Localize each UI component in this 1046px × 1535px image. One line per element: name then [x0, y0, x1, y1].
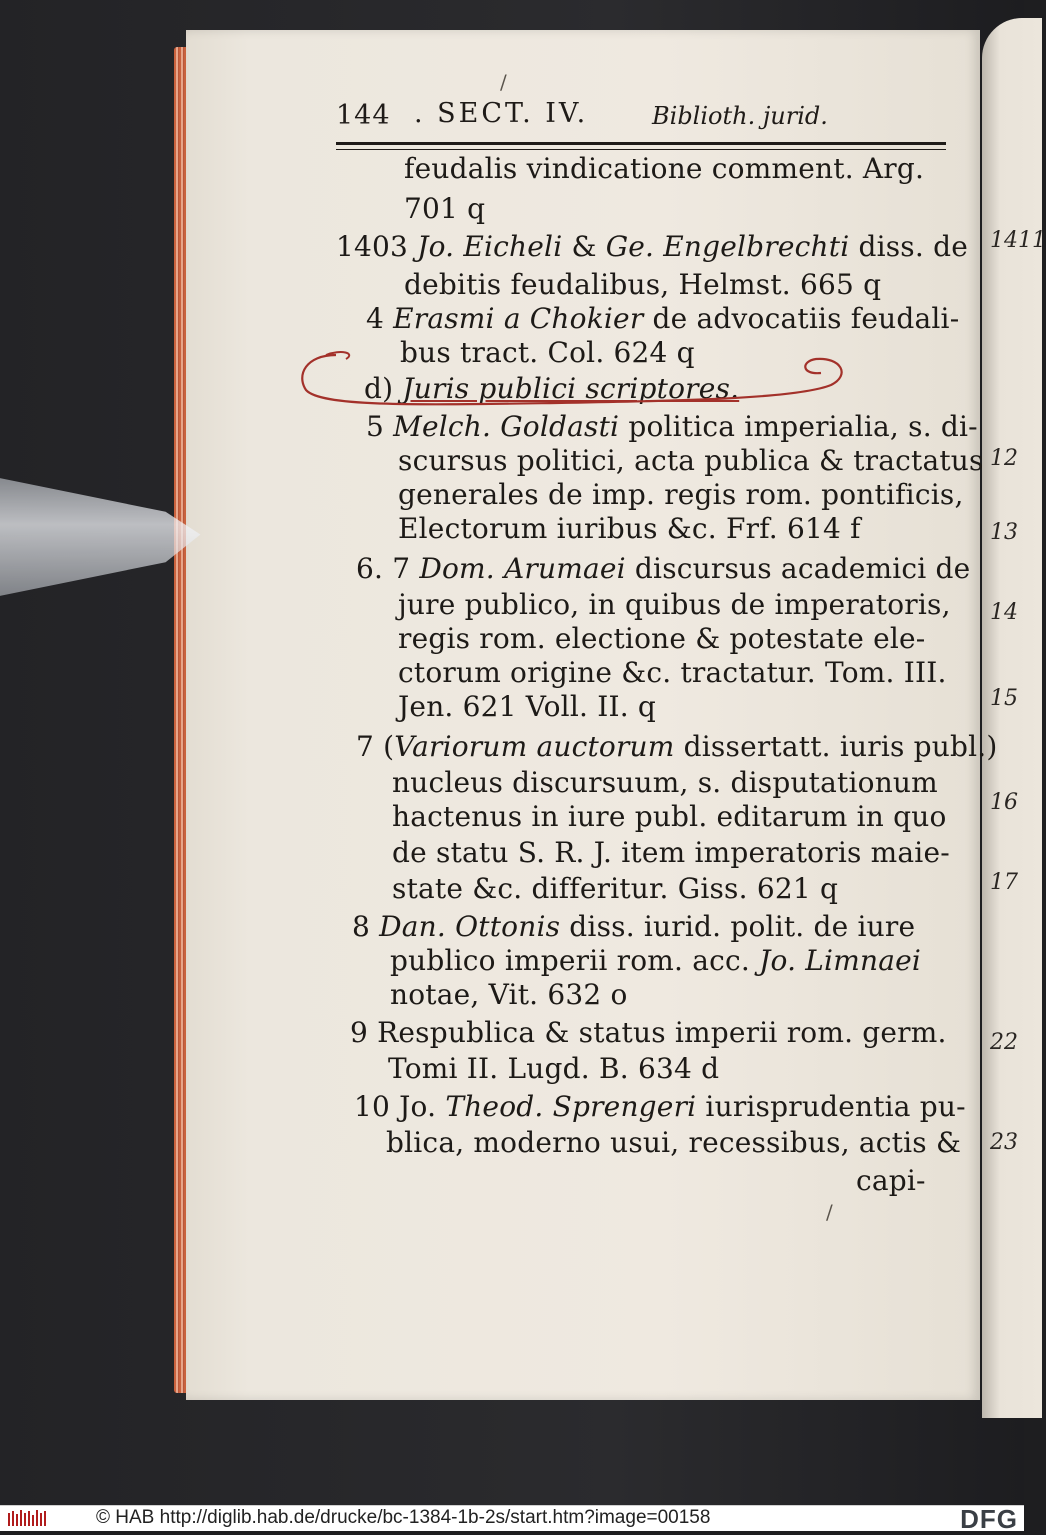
facing-page-text: 14 [990, 600, 1018, 625]
facing-page-text: 22 [990, 1030, 1018, 1055]
text-line: scursus politici, acta publica & tractatus [398, 444, 984, 477]
text-line: 4 Erasmi a Chokier de advocatiis feudali- [366, 302, 960, 335]
copyright-link[interactable]: © HAB http://diglib.hab.de/drucke/bc-1384-1b-2s/start.htm?image=00158 [96, 1507, 711, 1528]
text-line: notae, Vit. 632 o [390, 978, 628, 1011]
viewer-footer [0, 1504, 1024, 1534]
text-line: debitis feudalibus, Helmst. 665 q [404, 268, 882, 301]
text-line: state &c. differitur. Giss. 621 q [392, 872, 839, 905]
text-line: hactenus in iure publ. editarum in quo [392, 800, 947, 833]
text-line: 6. 7 Dom. Arumaei discursus academici de [356, 552, 971, 585]
running-header [336, 96, 946, 136]
text-line: nucleus discursuum, s. disputationum [392, 766, 938, 799]
header-rule [336, 142, 946, 150]
red-pen-annotation [296, 345, 856, 415]
text-line: 10 Jo. Theod. Sprengeri iurisprudentia pu- [354, 1090, 966, 1123]
text-line: 5 Melch. Goldasti politica imperialia, s. di- [366, 410, 978, 443]
ink-speck: / [826, 1200, 833, 1224]
catchword: capi- [856, 1164, 926, 1197]
section-heading: d) Juris publici scriptores. [364, 372, 740, 405]
text-line: bus tract. Col. 624 q [400, 336, 695, 369]
facing-page-text: 16 [990, 790, 1018, 815]
text-line: 7 (Variorum auctorum dissertatt. iuris publ.) [356, 730, 998, 763]
text-line: blica, moderno usui, recessibus, actis & [386, 1126, 962, 1159]
text-line: generales de imp. regis rom. pontificis, [398, 478, 964, 511]
section-title: . SECT. IV. [414, 98, 589, 129]
dfg-logo: DFG [960, 1504, 1018, 1534]
text-line: 1403 Jo. Eicheli & Ge. Engelbrechti diss. de [336, 230, 968, 263]
facing-page-text: 17 [990, 870, 1018, 895]
text-line: feudalis vindicatione comment. Arg. [404, 152, 925, 185]
facing-page-text: 15 [990, 686, 1018, 711]
text-line: de statu S. R. J. item imperatoris maie- [392, 836, 950, 869]
ink-speck: / [500, 70, 507, 94]
page-number: 144 [336, 100, 391, 131]
facing-page-text: 23 [990, 1130, 1018, 1155]
facing-page-text: 1411 [990, 228, 1046, 253]
facing-page-text: 12 [990, 446, 1018, 471]
running-title: Biblioth. jurid. [652, 102, 828, 130]
hab-logo-icon [8, 1509, 48, 1528]
text-line: regis rom. electione & potestate ele- [398, 622, 926, 655]
text-line: Electorum iuribus &c. Frf. 614 f [398, 512, 861, 545]
text-line: publico imperii rom. acc. Jo. Limnaei [390, 944, 922, 977]
text-line: jure publico, in quibus de imperatoris, [398, 588, 951, 621]
text-line: Tomi II. Lugd. B. 634 d [388, 1052, 720, 1085]
text-line: ctorum origine &c. tractatur. Tom. III. [398, 656, 947, 689]
text-line: 8 Dan. Ottonis diss. iurid. polit. de iure [352, 910, 916, 943]
text-line: 9 Respublica & status imperii rom. germ. [350, 1016, 947, 1049]
text-line: 701 q [404, 192, 486, 225]
text-line: Jen. 621 Voll. II. q [398, 690, 657, 723]
facing-page-text: 13 [990, 520, 1018, 545]
